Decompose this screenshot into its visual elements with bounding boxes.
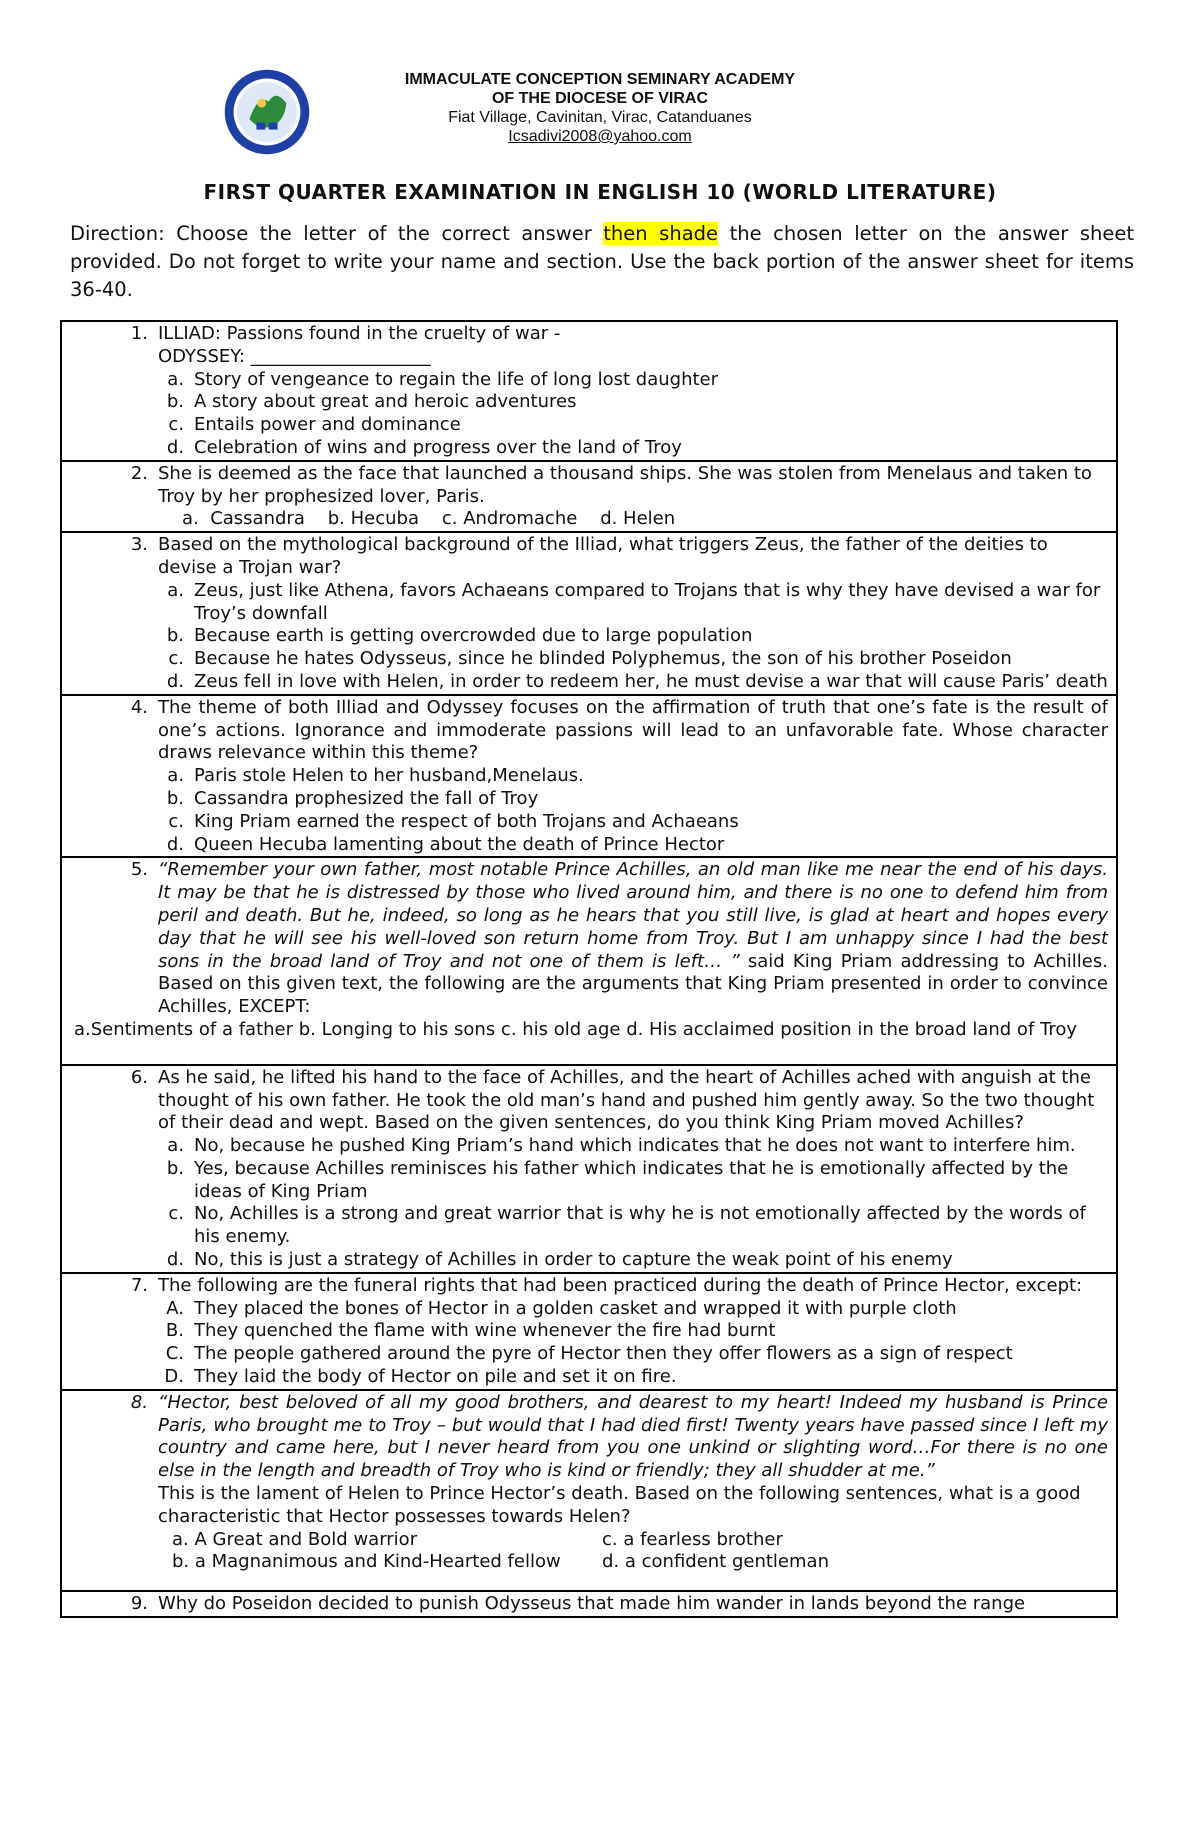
option: c. King Priam earned the respect of both Trojans and Achaeans bbox=[168, 810, 739, 832]
school-name: IMMACULATE CONCEPTION SEMINARY ACADEMY bbox=[404, 71, 796, 88]
question-number: 5. bbox=[130, 859, 148, 881]
question-text: Why do Poseidon decided to punish Odysseus that made him wander in lands beyond the range bbox=[158, 1593, 1026, 1615]
diocese-name: OF THE DIOCESE OF VIRAC bbox=[491, 90, 708, 107]
option: A. They placed the bones of Hector in a golden casket and wrapped it with purple cloth bbox=[166, 1297, 957, 1319]
option: a. Story of vengeance to regain the life of long lost daughter bbox=[167, 368, 719, 390]
question-text: ILLIAD: Passions found in the cruelty of war - bbox=[158, 323, 561, 344]
question-2 bbox=[62, 460, 1116, 531]
questions-table bbox=[60, 320, 1118, 1618]
option: b. A story about great and heroic adventures bbox=[166, 391, 577, 413]
question-4 bbox=[62, 694, 1116, 857]
question-number: 7. bbox=[130, 1274, 148, 1296]
question-number: 1. bbox=[130, 323, 148, 344]
direction-text-end: the chosen letter on the answer sheet provided. Do not forget to write your name and section. Use the back portion of the answer sheet for items 36-40. bbox=[70, 222, 1134, 301]
quoted-passage: “Hector, best beloved of all my good brothers, and dearest to my heart! Indeed my husband is Prince Paris, who brought me to Troy – but would that I had died first! Twenty years have passed since I left my country and came here, but I never heard from you one unkind or slighting word…For there is no one else in the length and breadth of Troy who is kind or friendly; they all shudder at me.” bbox=[158, 1391, 1108, 1482]
question-text: “Remember your own father, most notable Prince Achilles, an old man like me near the end of his days. It may be that he is distressed by those who lived around him, and there is no one to defend him from peril and death. But he, indeed, so long as he hears that you still live, is glad at heart and hopes every day that he will see his well-loved son return home from Troy. But I am unhappy since I had the best sons in the broad land of Troy and not one of them is left… ” said King Priam addressing to Achilles. Based on this given text, the following are the arguments that King Priam presented in order to convince Achilles, EXCEPT: bbox=[158, 859, 1108, 1018]
school-email-link[interactable]: Icsadivi2008@yahoo.com bbox=[508, 128, 692, 145]
option: a. Zeus, just like Athena, favors Achaeans compared to Trojans that is why they have devised a war for Troy’s downfall bbox=[167, 579, 1101, 624]
question-8 bbox=[62, 1389, 1116, 1590]
option: c. a fearless brother bbox=[602, 1528, 783, 1550]
question-3 bbox=[62, 531, 1116, 694]
option: c. No, Achilles is a strong and great warrior that is why he is not emotionally affected by the words of his enemy. bbox=[168, 1203, 1086, 1248]
question-5 bbox=[62, 856, 1116, 1063]
question-6 bbox=[62, 1064, 1116, 1272]
option: b. a Magnanimous and Kind-Hearted fellow bbox=[172, 1551, 561, 1573]
school-address: Fiat Village, Cavinitan, Virac, Catanduanes bbox=[448, 109, 752, 126]
option: c. Because he hates Odysseus, since he blinded Polyphemus, the son of his brother Poseidon bbox=[168, 648, 1012, 670]
direction-paragraph bbox=[70, 220, 1134, 304]
school-header bbox=[0, 70, 1200, 146]
direction-highlight: then shade bbox=[603, 222, 719, 245]
option: b. Yes, because Achilles reminisces his father which indicates that he is emotionally affected by the ideas of King Priam bbox=[166, 1157, 1069, 1202]
option: a. Paris stole Helen to her husband,Menelaus. bbox=[167, 765, 584, 787]
option: d. Celebration of wins and progress over the land of Troy bbox=[166, 436, 682, 458]
option: d. a confident gentleman bbox=[602, 1551, 829, 1573]
question-number: 8. bbox=[130, 1391, 148, 1413]
question-text: She is deemed as the face that launched a thousand ships. She was stolen from Menelaus and taken to Troy by her prophesized lover, Paris. bbox=[158, 462, 1092, 507]
quoted-passage: “Remember your own father, most notable Prince Achilles, an old man like me near the end of his days. It may be that he is distressed by those who lived around him, and there is no one to defend him from peril and death. But he, indeed, so long as he hears that you still live, is glad at heart and hopes every day that he will see his well-loved son return home from Troy. But I am unhappy since I had the best sons in the broad land of Troy and not one of them is left… ” bbox=[158, 859, 1108, 972]
question-number: 4. bbox=[130, 696, 148, 718]
option: b. Because earth is getting overcrowded due to large population bbox=[166, 625, 753, 647]
question-text: The theme of both Illiad and Odyssey focuses on the affirmation of truth that one’s fate is the result of one’s actions. Ignorance and immoderate passions will lead to an unfavorable fate. Whose character draws relevance within this theme? bbox=[158, 696, 1108, 764]
question-number: 9. bbox=[130, 1593, 148, 1615]
option: d. Queen Hecuba lamenting about the death of Prince Hector bbox=[166, 833, 725, 855]
question-text: The following are the funeral rights that had been practiced during the death of Prince Hector, except: bbox=[158, 1274, 1083, 1296]
option-row bbox=[62, 1551, 1108, 1574]
exam-title: FIRST QUARTER EXAMINATION IN ENGLISH 10 (WORLD LITERATURE) bbox=[203, 180, 997, 204]
question-text: Based on the mythological background of the Illiad, what triggers Zeus, the father of the deities to devise a Trojan war? bbox=[158, 534, 1048, 578]
option: B. They quenched the flame with wine whenever the fire had burnt bbox=[165, 1320, 776, 1342]
question-number: 2. bbox=[130, 462, 148, 484]
direction-text-start: Direction: Choose the letter of the correct answer bbox=[70, 222, 604, 245]
question-7 bbox=[62, 1272, 1116, 1389]
option: a. A Great and Bold warrior bbox=[172, 1528, 418, 1550]
option: d. No, this is just a strategy of Achilles in order to capture the weak point of his enemy bbox=[166, 1249, 953, 1271]
option-row bbox=[62, 1529, 1108, 1552]
question-text: As he said, he lifted his hand to the face of Achilles, and the heart of Achilles ached with anguish at the thought of his own father. He took the old man’s hand and pushed him gently away. So the two thought of their dead and wept. Based on the given sentences, do you think King Priam moved Achilles? bbox=[158, 1066, 1095, 1134]
option: b. Cassandra prophesized the fall of Troy bbox=[166, 787, 539, 809]
question-number: 6. bbox=[130, 1066, 148, 1088]
option: C. The people gathered around the pyre of Hector then they offer flowers as a sign of respect bbox=[165, 1343, 1013, 1365]
question-choices: a. Cassandra b. Hecuba c. Andromache d. Helen bbox=[182, 508, 676, 530]
option: a. No, because he pushed King Priam’s hand which indicates that he does not want to interfere him. bbox=[167, 1135, 1076, 1157]
question-9 bbox=[62, 1590, 1116, 1616]
option: c. Entails power and dominance bbox=[168, 414, 461, 436]
question-number: 3. bbox=[130, 534, 148, 556]
question-1 bbox=[62, 322, 1116, 460]
question-choices: a.Sentiments of a father b. Longing to his sons c. his old age d. His acclaimed position in the broad land of Troy bbox=[74, 1018, 1078, 1040]
question-blank-line: ODYSSEY: ____________________ bbox=[158, 345, 431, 367]
option: D. They laid the body of Hector on pile and set it on fire. bbox=[164, 1366, 677, 1388]
option: d. Zeus fell in love with Helen, in order to redeem her, he must devise a war that will cause Paris’ death bbox=[166, 670, 1108, 692]
question-text: This is the lament of Helen to Prince Hector’s death. Based on the following sentences, what is a good characteristic that Hector possesses towards Helen? bbox=[158, 1483, 1081, 1527]
